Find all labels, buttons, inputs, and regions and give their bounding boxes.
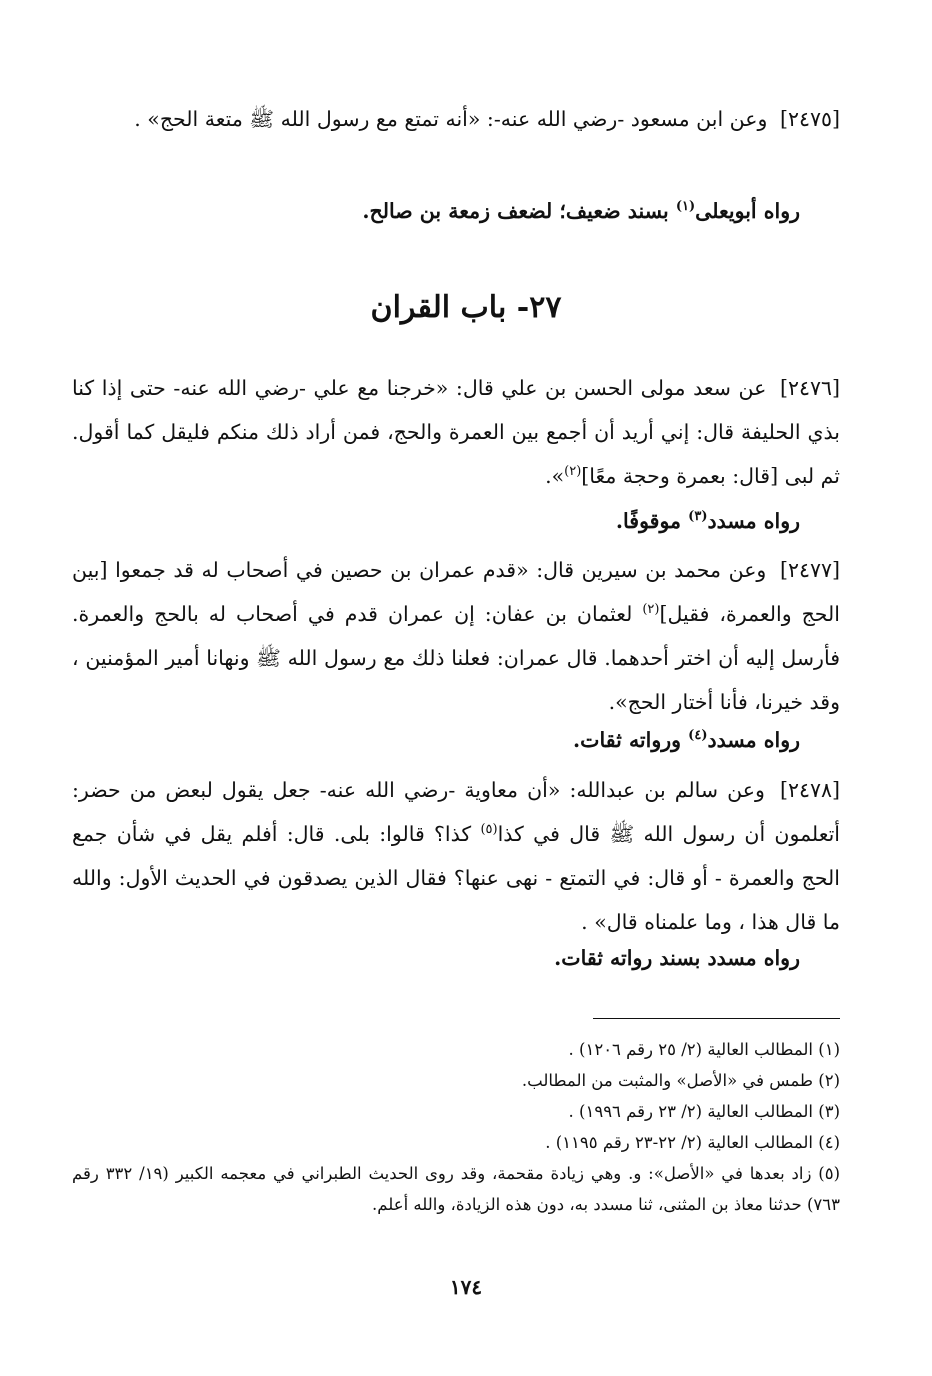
hadith-text: وعن ابن مسعود -رضي الله عنه-: «أنه تمتع مع رسول الله ﷺ متعة الحج» . — [134, 107, 768, 131]
footnote-ref: (٥) — [480, 822, 498, 838]
footnote-4: (٤) المطالب العالية (٢/ ٢٢-٢٣ رقم ١١٩٥) . — [545, 1133, 840, 1152]
hadith-number: [٢٤٧٧] — [779, 558, 840, 582]
footnote-ref: (٢) — [564, 464, 582, 480]
hadith-number: [٢٤٧٨] — [779, 778, 840, 802]
footnotes — [72, 1034, 840, 1220]
hadith-2477-source: رواه مسدد$^{(٤)}$ ورواته ثقات. — [573, 728, 800, 752]
page-number: ١٧٤ — [449, 1275, 483, 1299]
footnote-ref: (٤) — [688, 728, 708, 744]
hadith-number: [٢٤٧٥] — [779, 107, 840, 131]
footnote-ref: (٣) — [688, 509, 708, 525]
footnote-3: (٣) المطالب العالية (٢/ ٢٣ رقم ١٩٩٦) . — [568, 1102, 840, 1121]
footnote-2: (٢) طمس في «الأصل» والمثبت من المطالب. — [521, 1071, 840, 1090]
hadith-2478: [٢٤٧٨] وعن سالم بن عبدالله: «أن معاوية -رضي الله عنه- جعل يقول لبعض من حضر: أتعلمون أن رسول الله ﷺ قال في كذا$^{(٥)}$ كذا؟ قالوا: بلى. قال: أفلم يقل في شأن جمع الحج والعمرة - أو قال: في التمتع - نهى عنها؟ فقال الذين يصدقون في الحديث الأول: والله ما قال هذا ، وما علمناه قال» . — [72, 778, 840, 934]
footnote-ref: (٢) — [642, 602, 660, 618]
hadith-number: [٢٤٧٦] — [779, 376, 840, 400]
hadith-2475 — [72, 97, 840, 141]
hadith-2476-source: رواه مسدد$^{(٣)}$ موقوفًا. — [615, 509, 800, 533]
footnote-separator — [593, 1018, 840, 1019]
footnote-5: (٥) زاد بعدها في «الأصل»: و. وهي زيادة مقحمة، وقد روى الحديث الطبراني في معجمه الكبير (١٩/ ٣٣٢ رقم ٧٦٣) حدثنا معاذ بن المثنى، ثنا مسدد به، دون هذه الزيادة، والله أعلم. — [72, 1164, 840, 1214]
footnote-1: (١) المطالب العالية (٢/ ٢٥ رقم ١٢٠٦) . — [568, 1040, 840, 1059]
footnote-ref: (١) — [675, 199, 696, 215]
hadith-2476: [٢٤٧٦] عن سعد مولى الحسن بن علي قال: «خرجنا مع علي -رضي الله عنه- حتى إذا كنا بذي الحليفة قال: إني أريد أن أجمع بين العمرة والحج، فمن أراد ذلك منكم فليقل كما أقول. ثم لبى [قال: بعمرة وحجة معًا]$^{(٢)}$». — [72, 376, 840, 488]
hadith-2478-source: رواه مسدد بسند رواته ثقات. — [554, 946, 800, 970]
hadith-2475-source: رواه أبويعلى$^{(١)}$ بسند ضعيف؛ لضعف زمعة بن صالح. — [362, 199, 800, 223]
hadith-2477: [٢٤٧٧] وعن محمد بن سيرين قال: «قدم عمران بن حصين في أصحاب له قد جمعوا [بين الحج والعمرة، فقيل]$^{(٢)}$ لعثمان بن عفان: إن عمران قدم في أصحاب له بالحج والعمرة. فأرسل إليه أن اختر أحدهما. قال عمران: فعلنا ذلك مع رسول الله ﷺ ونهانا أمير المؤمنين ، وقد خيرنا، فأنا أختار الحج». — [72, 558, 840, 714]
chapter-heading: ٢٧- باب القران — [370, 290, 562, 325]
